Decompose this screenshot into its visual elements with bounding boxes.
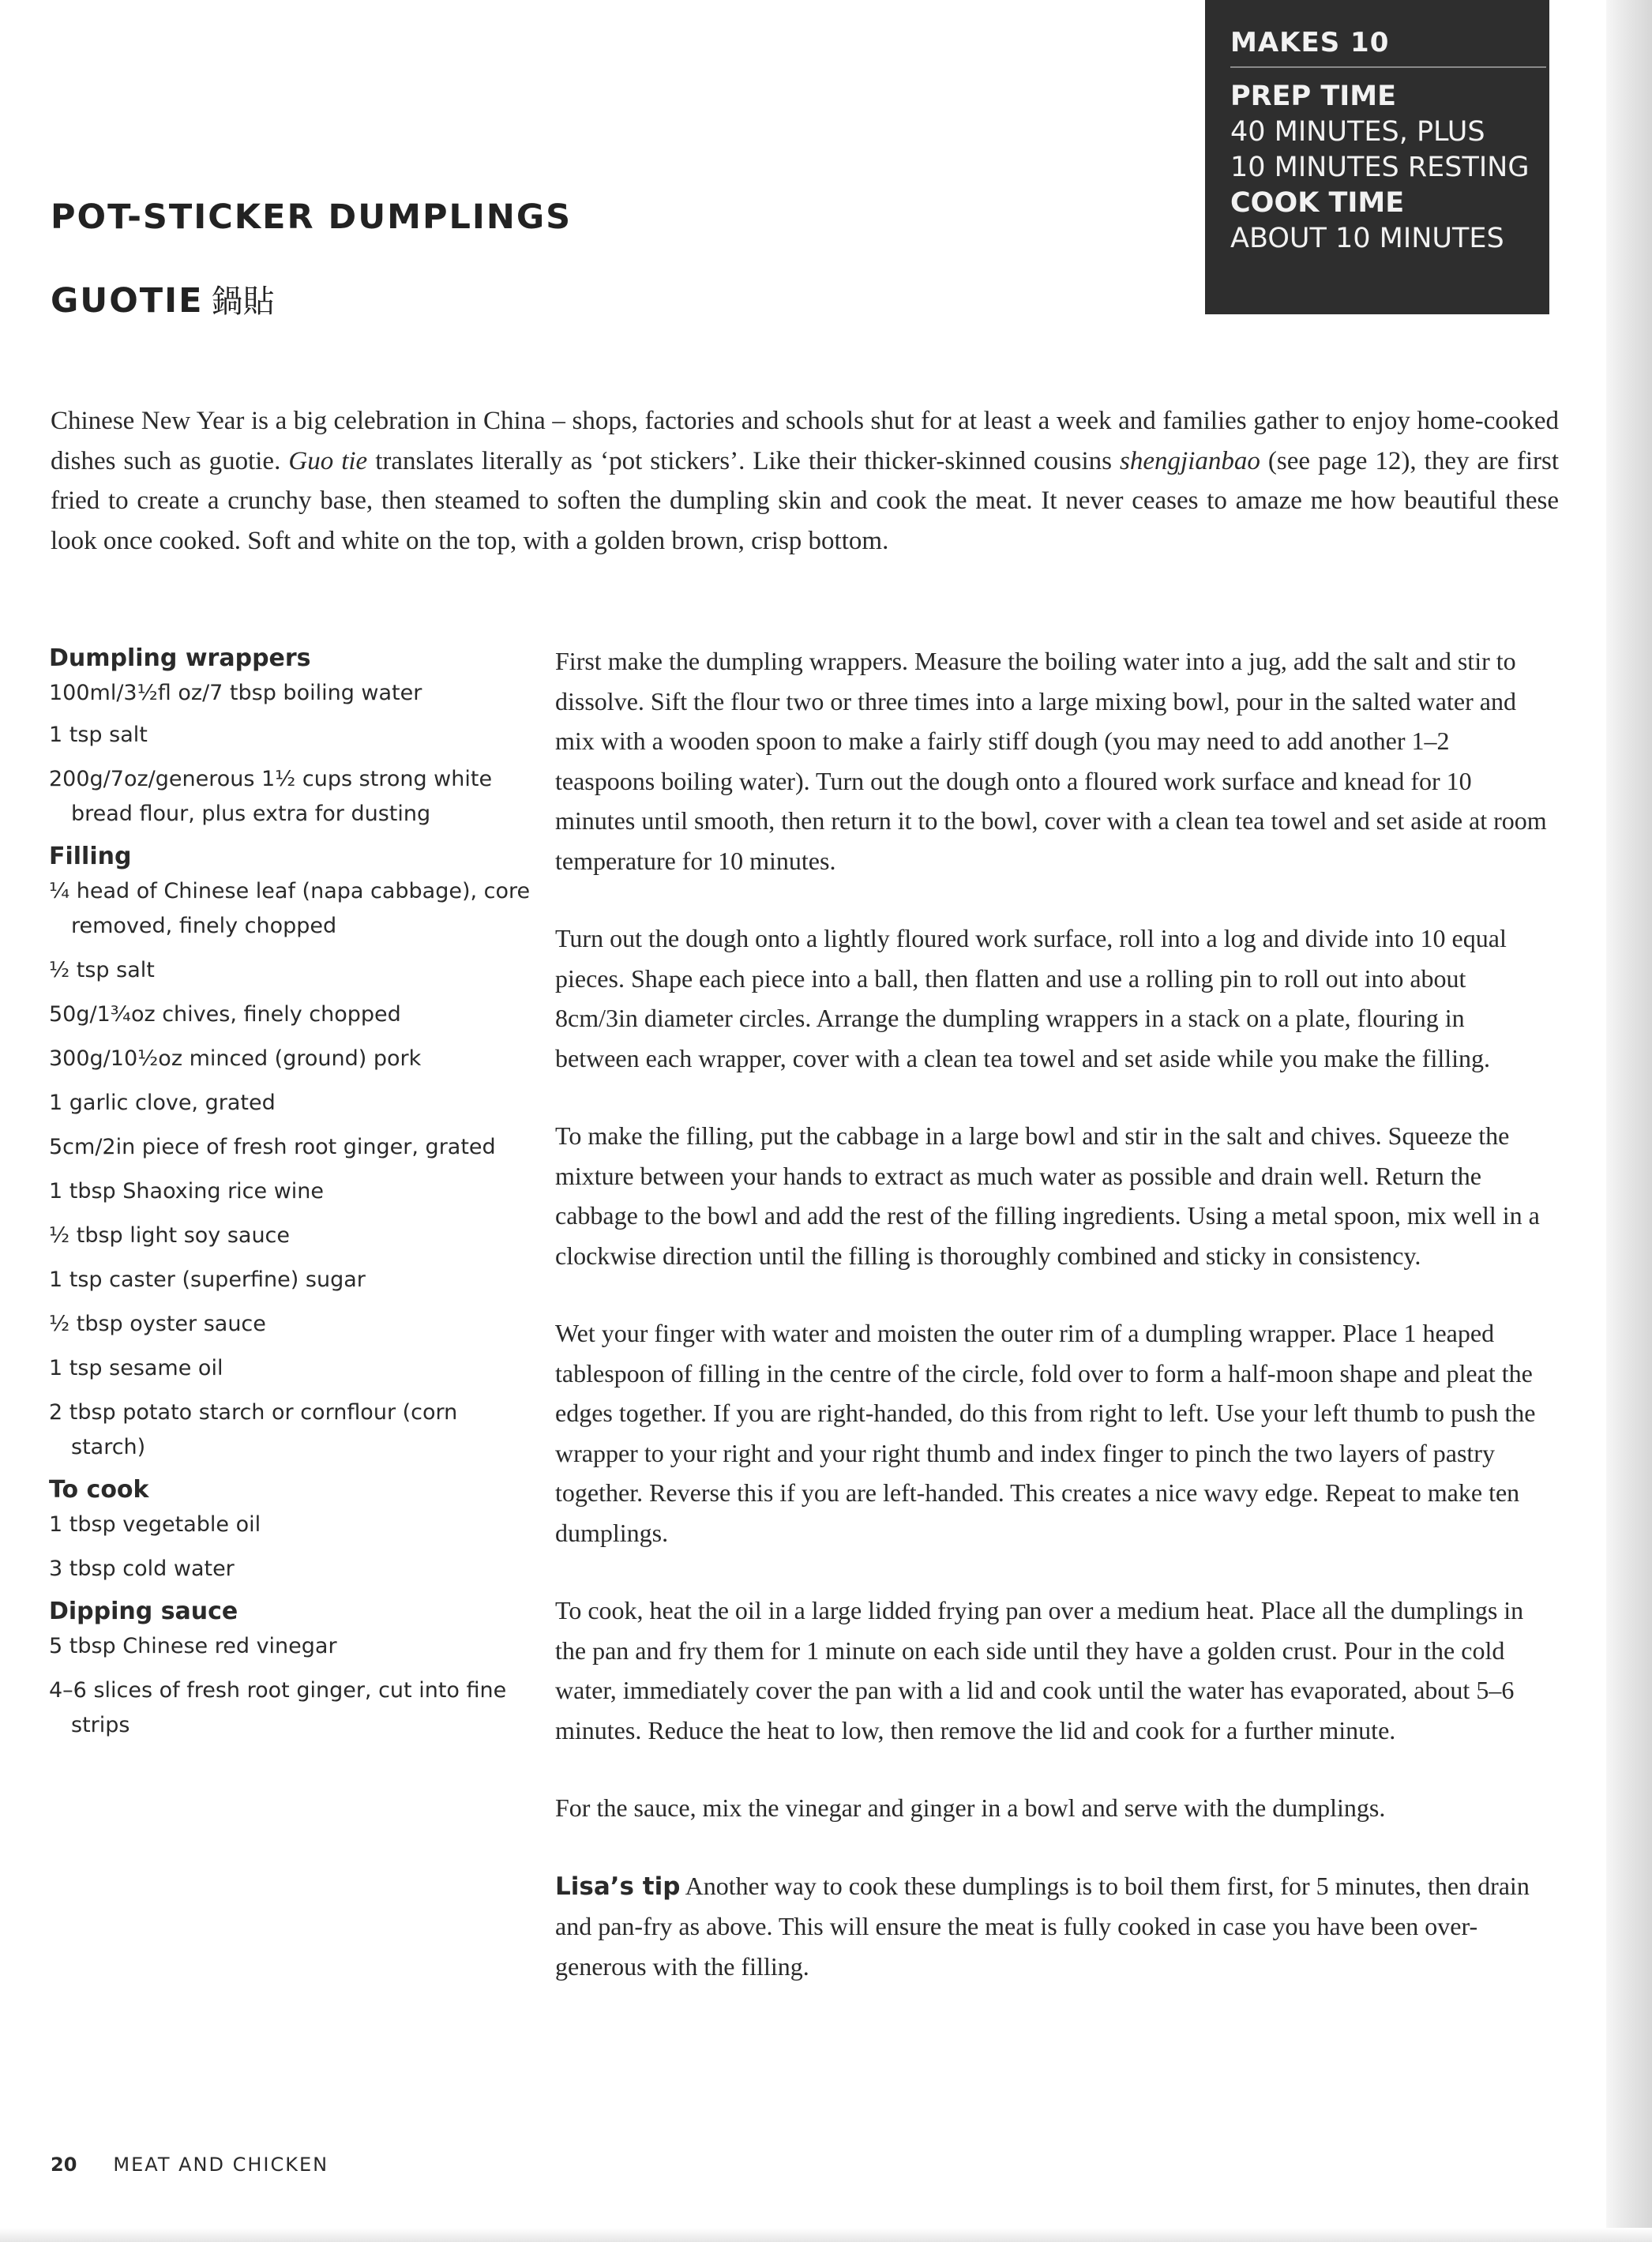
tip-text: Another way to cook these dumplings is to boil them first, for 5 minutes, then drain and pan-fry as above. This will ensure the meat is fully cooked in case you have been over-generous with the filling. (555, 1871, 1530, 1981)
ingredient-item: 1 tbsp vegetable oil (49, 1512, 261, 1537)
bottom-edge-shadow (0, 2228, 1652, 2242)
intro-italic-2: shengjianbao (1120, 446, 1260, 475)
ingredient-item: 4–6 slices of fresh root ginger, cut into fine strips (49, 1678, 507, 1737)
recipe-info-box (1205, 0, 1549, 314)
method-step: For the sauce, mix the vinegar and ginger in a bowl and serve with the dumplings. (555, 1793, 1386, 1822)
filling-heading: Filling (49, 843, 132, 870)
method-step: To make the filling, put the cabbage in a large bowl and stir in the salt and chives. Squeeze the mixture between your hands to extract as much water as possible and drain well. Return the cabbage to the bowl and add the rest of the filling ingredients. Using a metal spoon, mix well in a clockwise direction until the filling is thoroughly combined and sticky in consistency. (555, 1121, 1540, 1270)
subtitle-chinese: 鍋貼 (211, 284, 275, 320)
method-step: First make the dumpling wrappers. Measure the boiling water into a jug, add the salt and stir to dissolve. Sift the flour two or three times into a large mixing bowl, pour in the salted water and mix with a wooden spoon to make a fairly stiff dough (you may need to add another 1–2 teaspoons boiling water). Turn out the dough onto a floured work surface and knead for 10 minutes until smooth, then return it to the bowl, cover with a clean tea towel and set aside at room temperature for 10 minutes. (555, 647, 1547, 875)
ingredient-item: 1 garlic clove, grated (49, 1091, 276, 1115)
info-divider (1230, 66, 1546, 68)
ingredient-item: ½ tbsp oyster sauce (49, 1312, 266, 1336)
ingredient-item: ½ tbsp light soy sauce (49, 1223, 291, 1248)
prep-time-value-line1: 40 MINUTES, PLUS (1230, 116, 1485, 148)
intro-paragraph (51, 401, 1559, 561)
method-step: Turn out the dough onto a lightly floured work surface, roll into a log and divide into 10 equal pieces. Shape each piece into a ball, then flatten and use a rolling pin to roll out into about 8cm/3in diameter circles. Arrange the dumpling wrappers in a stack on a plate, flouring in between each wrapper, cover with a clean tea towel and set aside while you make the filling. (555, 924, 1507, 1072)
intro-text-3: (see page 12), they are first fried to create a crunchy base, then steamed to soften the dumpling skin and cook the meat. It never ceases to amaze me how beautiful these look once cooked. Soft and white on the top, with a golden brown, crisp bottom. (51, 446, 1559, 555)
ingredient-item: 100ml/3½fl oz/7 tbsp boiling water (49, 681, 422, 705)
intro-text-1: Chinese New Year is a big celebration in China – shops, factories and schools shut for at least a week and families gather to enjoy home-cooked dishes such as guotie. (51, 407, 1559, 475)
ingredient-item: 1 tsp salt (49, 723, 148, 747)
ingredient-item: 200g/7oz/generous 1½ cups strong white bread flour, plus extra for dusting (49, 767, 493, 826)
ingredient-item: 300g/10½oz minced (ground) pork (49, 1046, 422, 1071)
recipe-subtitle (51, 276, 274, 321)
cook-time-label: COOK TIME (1230, 187, 1405, 219)
intro-text-2: translates literally as ‘pot stickers’. Like their thicker-skinned cousins (367, 446, 1121, 475)
page-footer (51, 2154, 329, 2176)
method-step: Wet your finger with water and moisten the outer rim of a dumpling wrapper. Place 1 heaped tablespoon of filling in the centre of the circle, fold over to form a half-moon shape and pleat the edges together. If you are right-handed, do this from right to left. Use your left thumb to push the wrapper to your right and your right thumb and index finger to pinch the two layers of pastry together. Reverse this if you are left-handed. This creates a nice wavy edge. Repeat to make ten dumplings. (555, 1319, 1536, 1547)
ingredient-item: ½ tsp salt (49, 958, 155, 982)
ingredient-item: 1 tsp caster (superfine) sugar (49, 1267, 366, 1292)
ingredient-item: 3 tbsp cold water (49, 1557, 235, 1581)
ingredient-item: 1 tsp sesame oil (49, 1356, 223, 1380)
makes-label: MAKES 10 (1230, 27, 1390, 58)
intro-italic-1: Guo tie (288, 446, 368, 475)
page-number: 20 (51, 2154, 77, 2176)
method-step: To cook, heat the oil in a large lidded frying pan over a medium heat. Place all the dumplings in the pan and fry them for 1 minute on each side until they have a golden crust. Pour in the cold water, immediately cover the pan with a lid and cook until the water has evaporated, about 5–6 minutes. Reduce the heat to low, then remove the lid and cook for a further minute. (555, 1596, 1524, 1744)
prep-time-label: PREP TIME (1230, 81, 1396, 112)
cook-time-value: ABOUT 10 MINUTES (1230, 223, 1504, 254)
ingredient-item: 2 tbsp potato starch or cornflour (corn starch) (49, 1400, 458, 1459)
recipe-title: POT-STICKER DUMPLINGS (51, 197, 573, 237)
ingredient-item: 50g/1¾oz chives, finely chopped (49, 1002, 401, 1027)
ingredient-item: 5 tbsp Chinese red vinegar (49, 1634, 337, 1658)
ingredient-item: 5cm/2in piece of fresh root ginger, grated (49, 1135, 496, 1159)
prep-time-value-line2: 10 MINUTES RESTING (1230, 152, 1530, 183)
tip-paragraph (555, 1866, 1552, 1987)
method-column (555, 641, 1552, 2024)
page-edge-shadow (1606, 0, 1652, 2242)
ingredient-item: ¼ head of Chinese leaf (napa cabbage), core removed, finely chopped (49, 879, 531, 938)
wrappers-heading: Dumpling wrappers (49, 644, 311, 672)
ingredient-item: 1 tbsp Shaoxing rice wine (49, 1179, 325, 1204)
dipping-sauce-heading: Dipping sauce (49, 1598, 238, 1625)
to-cook-heading: To cook (49, 1476, 149, 1504)
ingredients-column (49, 641, 539, 1752)
section-name: MEAT AND CHICKEN (113, 2154, 329, 2176)
subtitle-pinyin: GUOTIE (51, 281, 204, 321)
tip-label: Lisa’s tip (555, 1872, 681, 1901)
